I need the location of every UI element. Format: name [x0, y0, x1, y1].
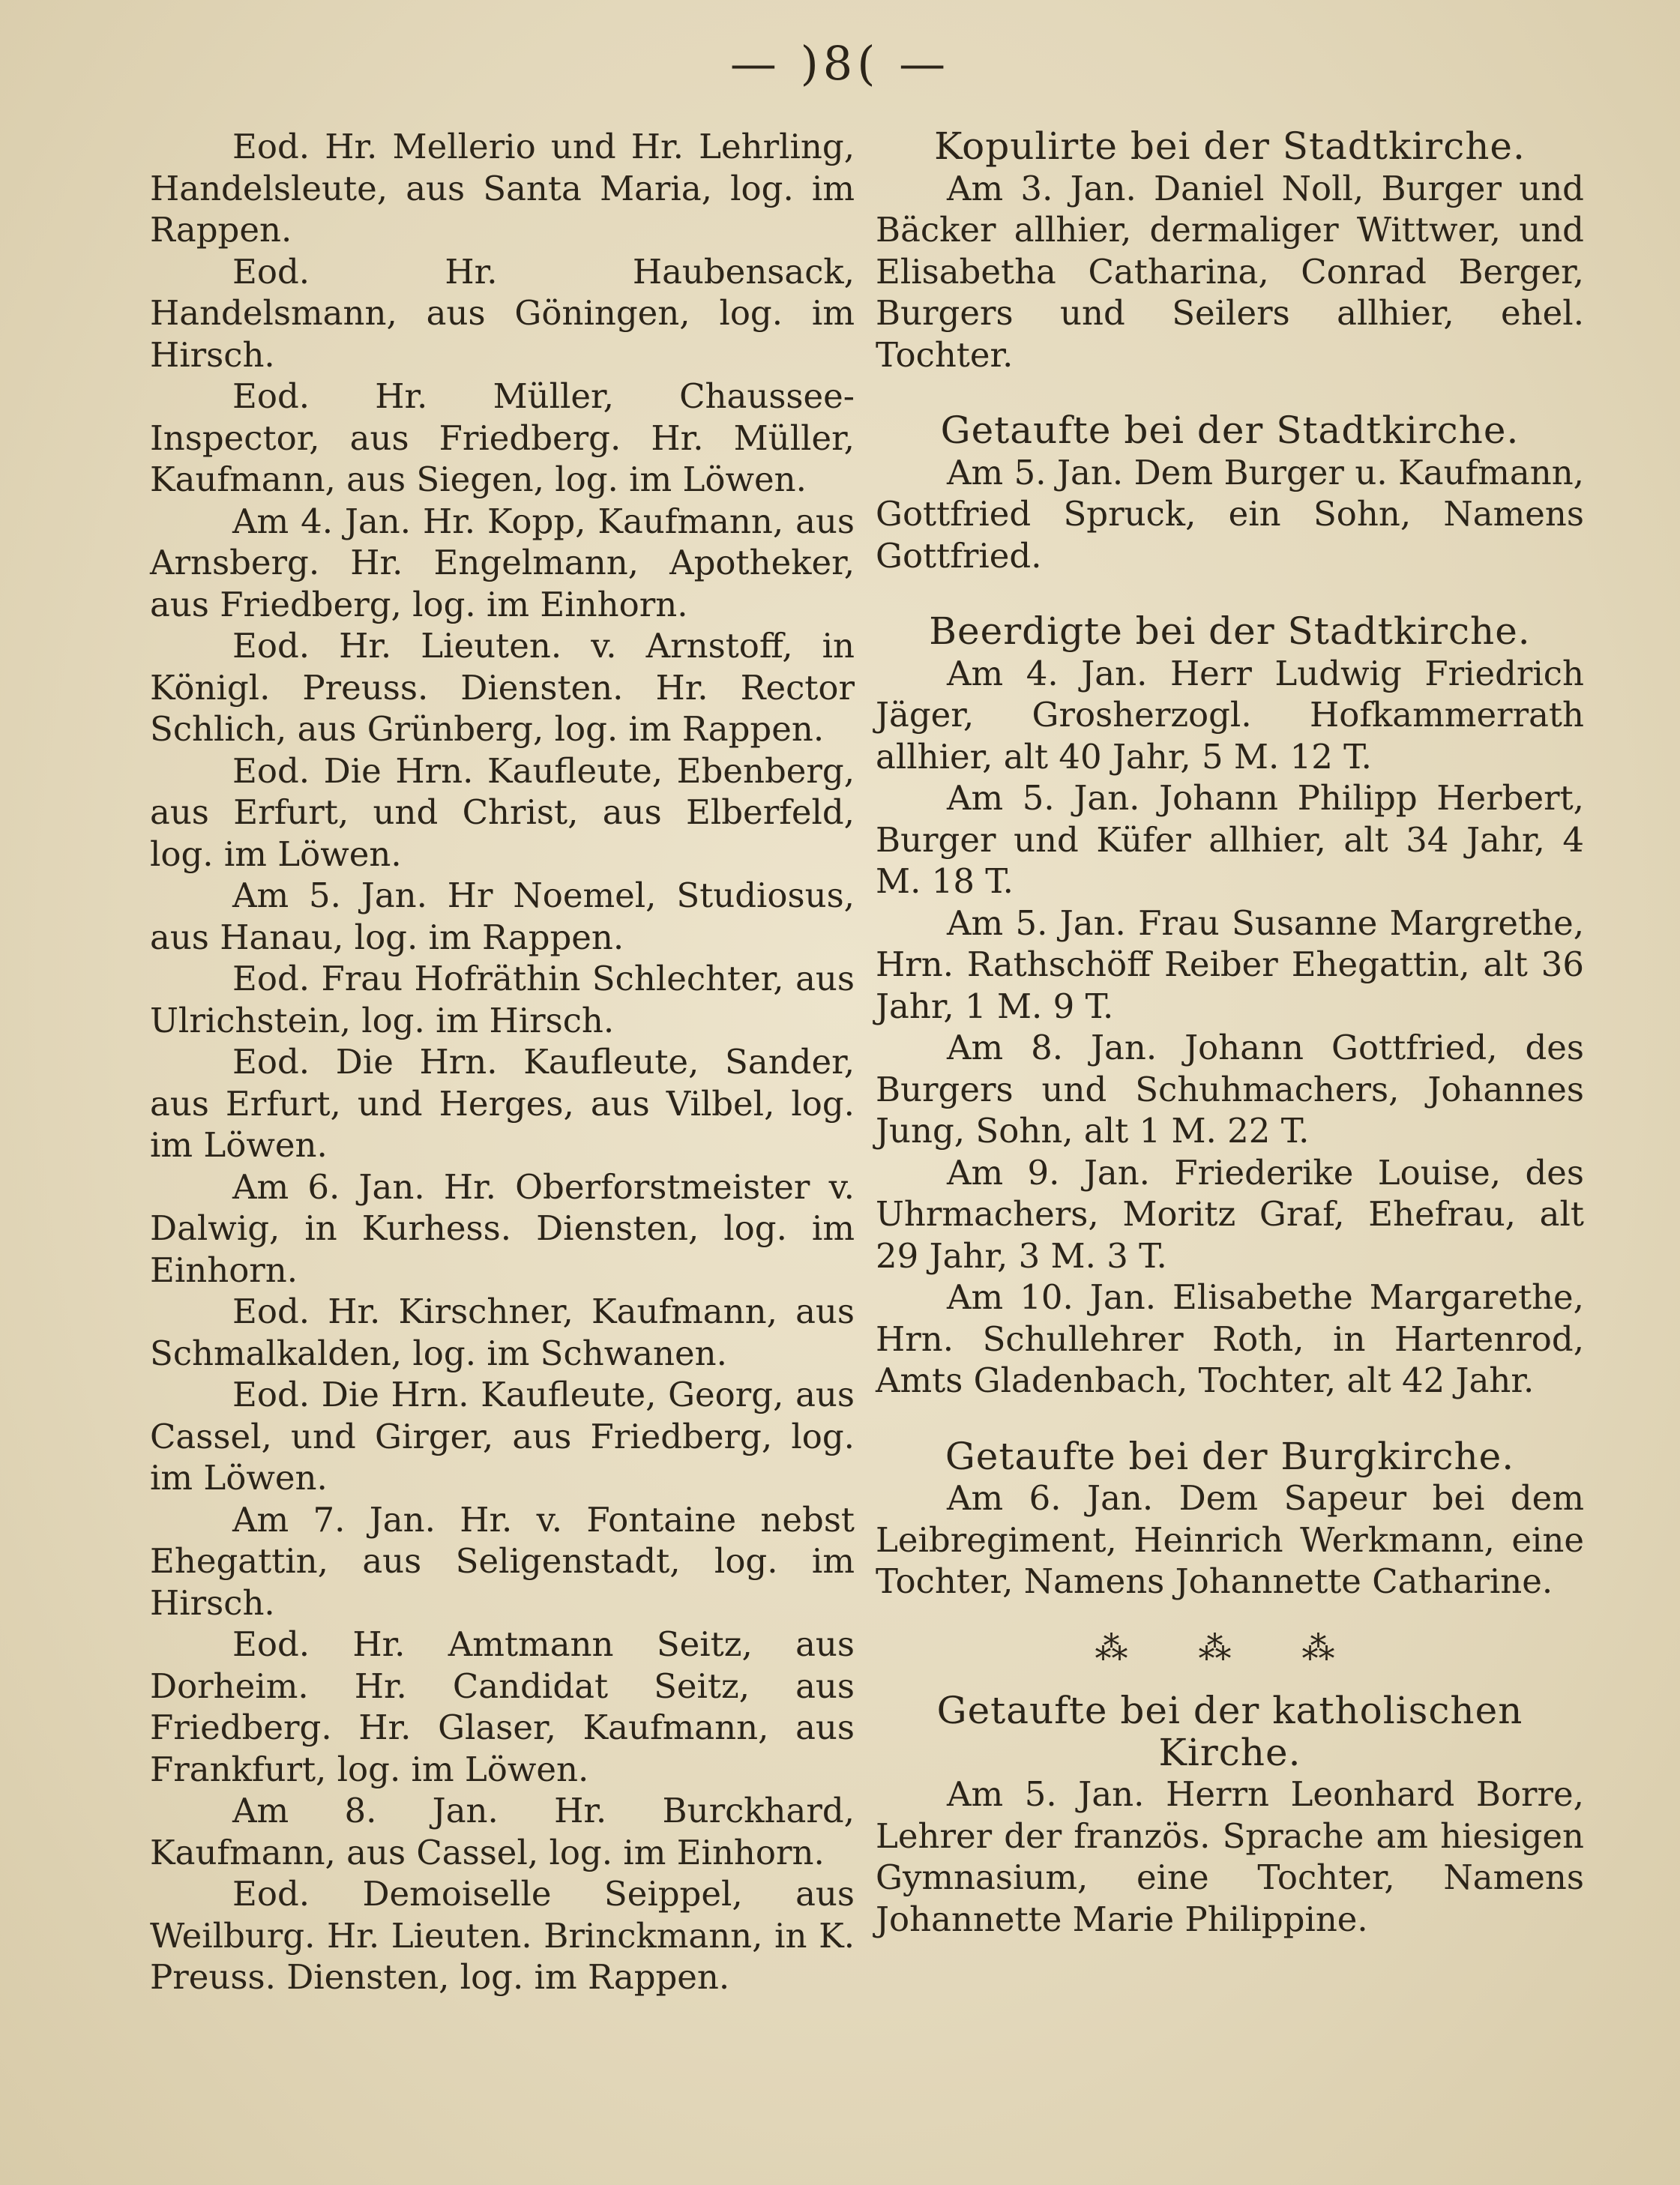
section-title-getaufte-stadt: Getaufte bei der Stadtkirche. — [940, 409, 1520, 452]
arrival-entry: Eod. Die Hrn. Kaufleute, Georg, aus Cassel, und Girger, aus Friedberg, log. im Löwen. — [150, 1375, 855, 1498]
arrival-entry: Eod. Hr. Müller, Chaussee-Inspector, aus Friedberg. Hr. Müller, Kaufmann, aus Siegen, log. im Löwen. — [150, 376, 855, 499]
arrival-entry: Eod. Demoiselle Seippel, aus Weilburg. Hr. Lieuten. Brinckmann, in K. Preuss. Diensten, log. im Rappen. — [150, 1874, 855, 1997]
arrival-entry: Eod. Hr. Lieuten. v. Arnstoff, in Königl. Preuss. Diensten. Hr. Rector Schlich, aus Grünberg, log. im Rappen. — [150, 626, 855, 749]
arrival-entry: Am 7. Jan. Hr. v. Fontaine nebst Ehegattin, aus Seligenstadt, log. im Hirsch. — [150, 1499, 855, 1623]
arrival-entry: Eod. Hr. Kirschner, Kaufmann, aus Schmalkalden, log. im Schwanen. — [150, 1292, 855, 1373]
arrival-entry: Eod. Frau Hofräthin Schlechter, aus Ulrichstein, log. im Hirsch. — [150, 959, 855, 1040]
baptism-entry: Am 6. Jan. Dem Sapeur bei dem Leibregiment, Heinrich Werkmann, eine Tochter, Namens Johannette Catharine. — [876, 1478, 1584, 1601]
section-title-getaufte-kath: Getaufte bei der katholischen Kirche. — [936, 1689, 1523, 1774]
section-title-beerdigte-stadt: Beerdigte bei der Stadtkirche. — [929, 609, 1531, 653]
arrival-entry: Eod. Die Hrn. Kaufleute, Sander, aus Erfurt, und Herges, aus Vilbel, log. im Löwen. — [150, 1042, 855, 1165]
arrival-entry: Am 6. Jan. Hr. Oberforstmeister v. Dalwig, in Kurhess. Diensten, log. im Einhorn. — [150, 1166, 855, 1290]
section-title-getaufte-burg: Getaufte bei der Burgkirche. — [945, 1434, 1515, 1478]
left-column — [150, 126, 855, 1998]
section-title-kopulirte: Kopulirte bei der Stadtkirche. — [934, 124, 1526, 168]
marriage-entry: Am 3. Jan. Daniel Noll, Burger und Bäcker allhier, dermaliger Wittwer, und Elisabetha Catharina, Conrad Berger, Burgers und Seilers allhier, ehel. Tochter. — [876, 168, 1584, 375]
arrival-entry: Eod. Die Hrn. Kaufleute, Ebenberg, aus Erfurt, und Christ, aus Elberfeld, log. im Löwen. — [150, 750, 855, 874]
burial-entry: Am 10. Jan. Elisabethe Margarethe, Hrn. Schullehrer Roth, in Hartenrod, Amts Gladenbach, Tochter, alt 42 Jahr. — [876, 1277, 1584, 1400]
arrival-entry: Am 8. Jan. Hr. Burckhard, Kaufmann, aus Cassel, log. im Einhorn. — [150, 1791, 855, 1872]
arrival-entry: Eod. Hr. Haubensack, Handelsmann, aus Göningen, log. im Hirsch. — [150, 251, 855, 375]
baptism-entry: Am 5. Jan. Herrn Leonhard Borre, Lehrer der französ. Sprache am hiesigen Gymnasium, eine Tochter, Namens Johannette Marie Philippine. — [876, 1774, 1584, 1939]
burial-entry: Am 5. Jan. Johann Philipp Herbert, Burger und Küfer allhier, alt 34 Jahr, 4 M. 18 T. — [876, 778, 1584, 901]
burial-entry: Am 4. Jan. Herr Ludwig Friedrich Jäger, Grosherzogl. Hofkammerrath allhier, alt 40 Jahr, 5 M. 12 T. — [876, 653, 1584, 777]
baptism-entry: Am 5. Jan. Dem Burger u. Kaufmann, Gottfried Spruck, ein Sohn, Namens Gottfried. — [876, 452, 1584, 576]
asterism-separator: ⁂ ⁂ ⁂ — [1095, 1629, 1365, 1668]
arrival-entry: Am 4. Jan. Hr. Kopp, Kaufmann, aus Arnsberg. Hr. Engelmann, Apotheker, aus Friedberg, log. im Einhorn. — [150, 501, 855, 624]
arrival-entry: Eod. Hr. Mellerio und Hr. Lehrling, Handelsleute, aus Santa Maria, log. im Rappen. — [150, 127, 855, 250]
arrival-entry: Eod. Hr. Amtmann Seitz, aus Dorheim. Hr. Candidat Seitz, aus Friedberg. Hr. Glaser, Kaufmann, aus Frankfurt, log. im Löwen. — [150, 1624, 855, 1789]
burial-entry: Am 8. Jan. Johann Gottfried, des Burgers und Schuhmachers, Johannes Jung, Sohn, alt 1 M. 22 T. — [876, 1028, 1584, 1151]
right-column — [876, 126, 1584, 1940]
arrival-entry: Am 5. Jan. Hr Noemel, Studiosus, aus Hanau, log. im Rappen. — [150, 875, 855, 957]
burial-entry: Am 5. Jan. Frau Susanne Margrethe, Hrn. Rathschöff Reiber Ehegattin, alt 36 Jahr, 1 M. 9 T. — [876, 902, 1584, 1026]
burial-entry: Am 9. Jan. Friederike Louise, des Uhrmachers, Moritz Graf, Ehefrau, alt 29 Jahr, 3 M. 3 T. — [876, 1152, 1584, 1276]
page-number: — )8( — — [729, 36, 951, 91]
